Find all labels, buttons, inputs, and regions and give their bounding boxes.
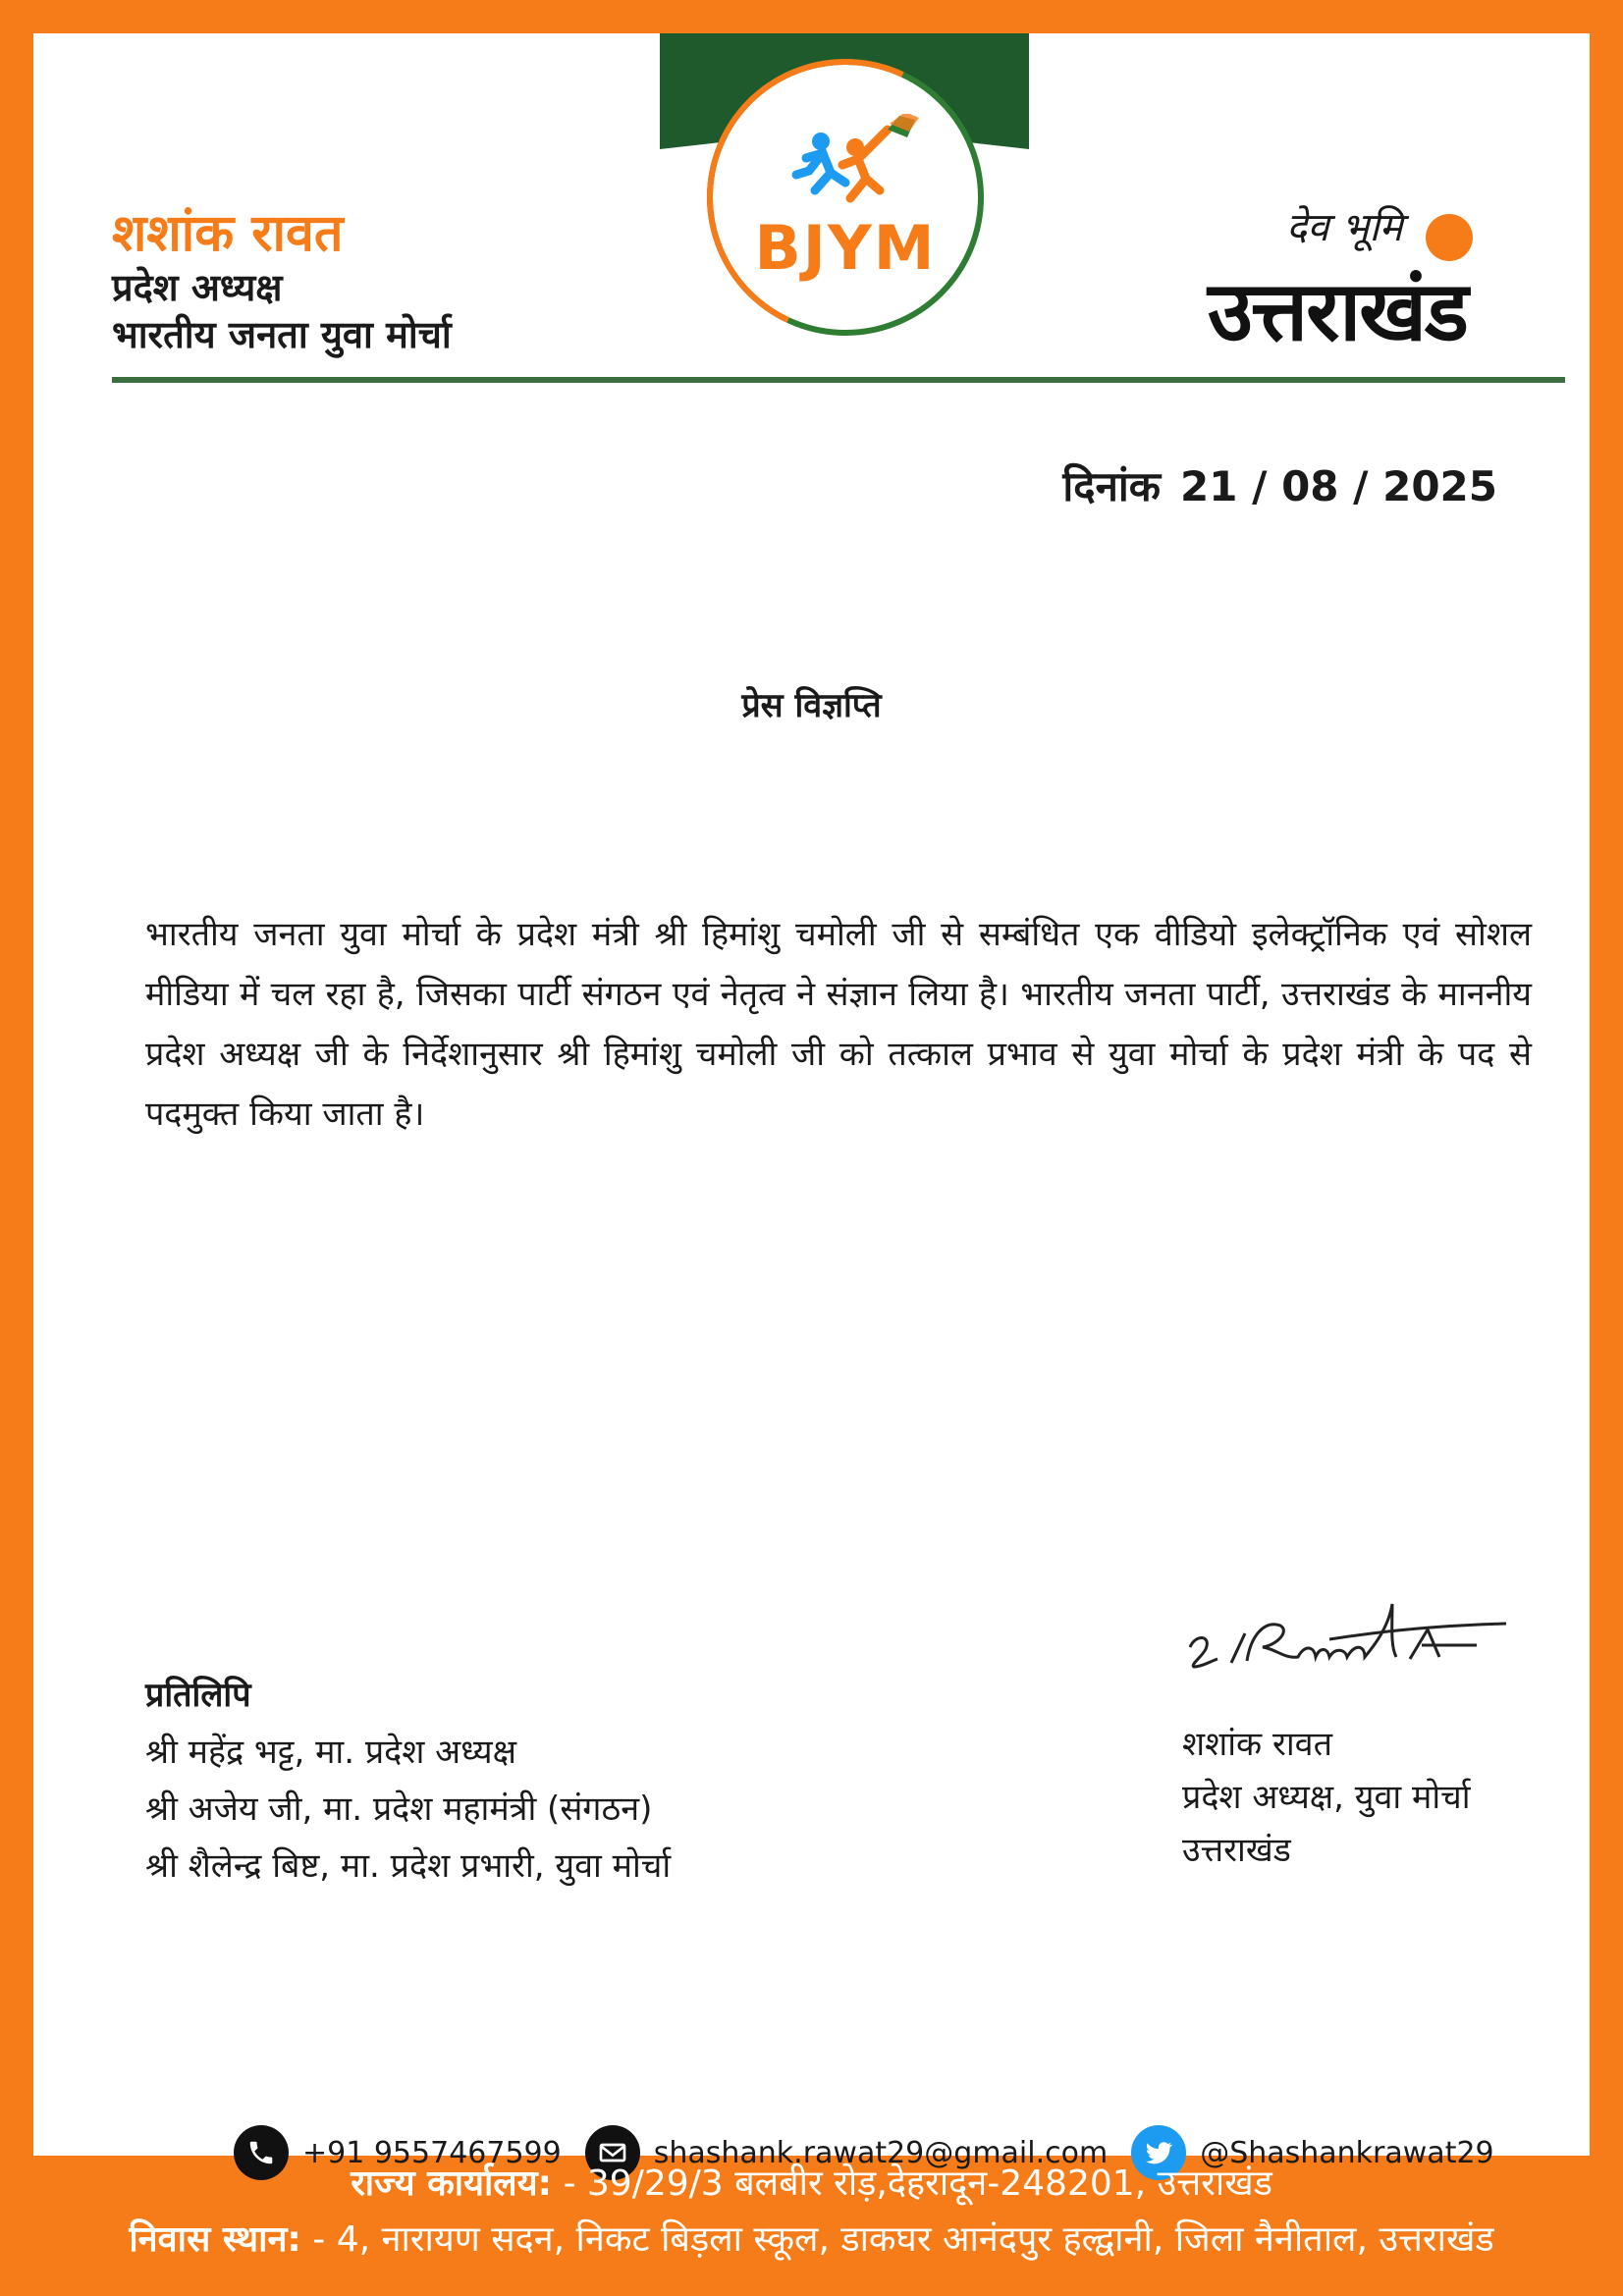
footer-address	[0, 2156, 1623, 2268]
letterhead-sheet	[33, 33, 1590, 2170]
office-value: - 39/29/3 बलबीर रोड़,देहरादून-248201, उत्तराखंड	[563, 2163, 1272, 2204]
press-release-body: भारतीय जनता युवा मोर्चा के प्रदेश मंत्री श्री हिमांशु चमोली जी से सम्बंधित एक वीडियो इलेक्ट्रॉनिक एवं सोशल मीडिया में चल रहा है, जिसका पार्टी संगठन एवं नेतृत्व ने संज्ञान लिया है। भारतीय जनता पार्टी, उत्तराखंड के माननीय प्रदेश अध्यक्ष जी के निर्देशानुसार श्री हिमांशु चमोली जी को तत्काल प्रभाव से युवा मोर्चा के प्रदेश मंत्री के पद से पदमुक्त किया जाता है।	[145, 915, 1532, 1134]
date-line	[1062, 457, 1497, 513]
state-logo-small: देव भूमि	[1286, 205, 1403, 250]
copy-item: श्री अजेय जी, मा. प्रदेश महामंत्री (संगठन)	[145, 1789, 653, 1829]
residence-value: - 4, नारायण सदन, निकट बिड़ला स्कूल, डाकघर आनंदपुर हल्द्वानी, जिला नैनीताल, उत्तराखंड	[312, 2219, 1494, 2260]
copy-item: श्री शैलेन्द्र बिष्ट, मा. प्रदेश प्रभारी, युवा मोर्चा	[145, 1846, 672, 1886]
office-address-line	[0, 2156, 1623, 2212]
twitter-handle[interactable]: @Shashankrawat29	[1200, 2135, 1494, 2170]
office-label: राज्य कार्यालय:	[351, 2163, 552, 2204]
email-address[interactable]: shashank.rawat29@gmail.com	[653, 2135, 1109, 2170]
phone-number[interactable]: +91 9557467599	[302, 2135, 562, 2170]
date-label: दिनांक	[1062, 462, 1162, 510]
bjym-logo	[707, 59, 984, 336]
signatory-post: प्रदेश अध्यक्ष, युवा मोर्चा	[1182, 1778, 1471, 1817]
sender-name: शशांक रावत	[112, 204, 344, 263]
residence-label: निवास स्थान:	[129, 2219, 301, 2260]
signatory-place: उत्तराखंड	[1182, 1831, 1291, 1870]
signatory-name: शशांक रावत	[1182, 1725, 1332, 1764]
handwritten-signature	[1182, 1576, 1516, 1684]
runners-icon	[752, 114, 948, 222]
document-title: प्रेस विज्ञप्ति	[741, 686, 882, 725]
header-divider	[112, 377, 1565, 383]
logo-text: BJYM	[754, 212, 937, 284]
copy-heading: प्रतिलिपि	[145, 1676, 251, 1715]
sender-organization: भारतीय जनता युवा मोर्चा	[112, 313, 452, 356]
copy-list	[145, 1724, 671, 1895]
residence-address-line	[0, 2212, 1623, 2268]
signature-block	[1182, 1718, 1471, 1877]
copy-item: श्री महेंद्र भट्ट, मा. प्रदेश अध्यक्ष	[145, 1733, 517, 1772]
state-logo-big: उत्तराखंड	[1208, 262, 1467, 359]
sender-post: प्रदेश अध्यक्ष	[112, 266, 283, 309]
date-value: 21 / 08 / 2025	[1180, 462, 1497, 510]
